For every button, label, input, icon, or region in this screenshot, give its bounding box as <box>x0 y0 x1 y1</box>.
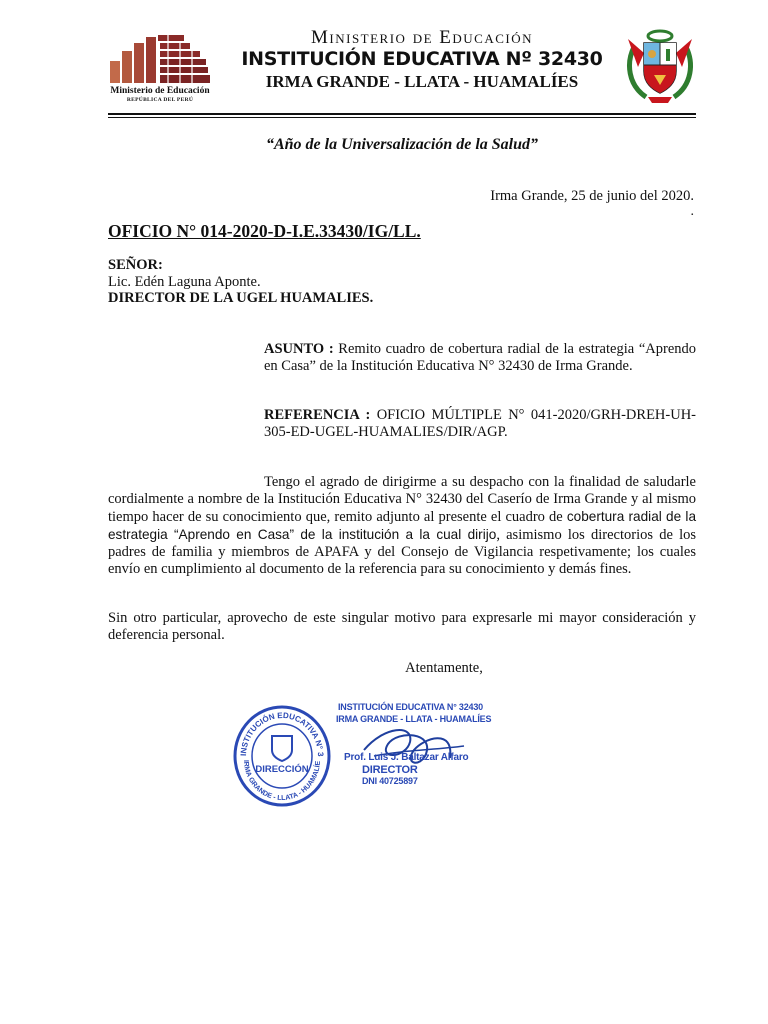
subject-label: ASUNTO : <box>264 341 334 357</box>
location-heading: IRMA GRANDE - LLATA - HUAMALÍES <box>265 72 579 91</box>
recipient-name: Lic. Edén Laguna Aponte. <box>108 274 261 290</box>
ministry-logo <box>108 33 212 111</box>
body-paragraph-1-part-c: , asimismo los directorios de los padres de familia y miembros de APAFA y del Consejo de Vigilancia respetivamente; los cuales envío en cumplimiento al documento de la referencia para su conocimiento y demás fines. <box>108 527 696 577</box>
recipient-title: DIRECTOR DE LA UGEL HUAMALIES. <box>108 290 374 306</box>
round-seal-stamp <box>232 704 332 808</box>
director-stamp <box>330 694 490 794</box>
logo-caption: Ministerio de Educación <box>110 86 210 96</box>
stamp-line-4: DIRECTOR <box>362 764 418 776</box>
round-seal-top-text: INSTITUCIÓN EDUCATIVA N° 3 <box>238 710 326 757</box>
recipient-salutation: SEÑOR: <box>108 257 163 273</box>
round-seal-bottom-text: IRMA GRANDE - LLATA - HUAMALÍE <box>241 759 323 803</box>
ministry-logo-icon <box>108 33 212 85</box>
stamp-line-1: INSTITUCIÓN EDUCATIVA N° 32430 <box>338 702 483 712</box>
peru-coat-of-arms-icon <box>624 27 696 105</box>
round-seal-center-text: DIRECCIÓN <box>255 764 309 775</box>
stamp-line-3: Prof. Luis J. Baltazar Alfaro <box>344 752 469 763</box>
institution-heading: INSTITUCIÓN EDUCATIVA Nº 32430 <box>241 48 603 70</box>
reference-text: OFICIO MÚLTIPLE N° 041-2020/GRH-DREH-UH-305-ED-UGEL-HUAMALIES/DIR/AGP. <box>264 407 696 440</box>
closing: Atentamente, <box>405 660 483 676</box>
body-paragraph-2: Sin otro particular, aprovecho de este singular motivo para expresarle mi mayor consideración y deferencia personal. <box>108 610 696 643</box>
date-dot: . <box>690 204 694 219</box>
header-rule-thin <box>108 117 696 118</box>
header-rule <box>108 113 696 115</box>
reference-label: REFERENCIA : <box>264 407 371 423</box>
stamp-line-2: IRMA GRANDE - LLATA - HUAMALÍES <box>336 714 492 724</box>
subject-text: Remito cuadro de cobertura radial de la estrategia “Aprendo en Casa” de la Institución Educativa N° 32430 de Irma Grande. <box>264 341 696 374</box>
logo-subcaption: REPÚBLICA DEL PERÚ <box>126 97 194 103</box>
reference-block <box>264 407 696 441</box>
subject-block <box>264 341 696 375</box>
document-date: Irma Grande, 25 de junio del 2020. <box>490 188 694 204</box>
body-paragraph-1-part-a: Tengo el agrado de dirigirme a su despacho con la finalidad de saludarle cordialmente a nombre de la Institución Educativa N° 32430 del Caserío de Irma Grande y al mismo tiempo hacer de su conocimiento que, remito adjunto al presente el cuadro de <box>108 474 696 525</box>
ministry-heading: Ministerio de Educación <box>311 27 533 48</box>
body-paragraph-1 <box>108 474 696 578</box>
year-motto: “Año de la Universalización de la Salud” <box>265 136 539 153</box>
body-paragraph-1-part-b: cobertura radial de la estrategia “Aprendo en Casa” de la institución a la cual dirijo <box>108 509 696 542</box>
oficio-number: OFICIO N° 014-2020-D-I.E.33430/IG/LL. <box>108 221 421 241</box>
stamp-line-5: DNI 40725897 <box>362 776 418 786</box>
